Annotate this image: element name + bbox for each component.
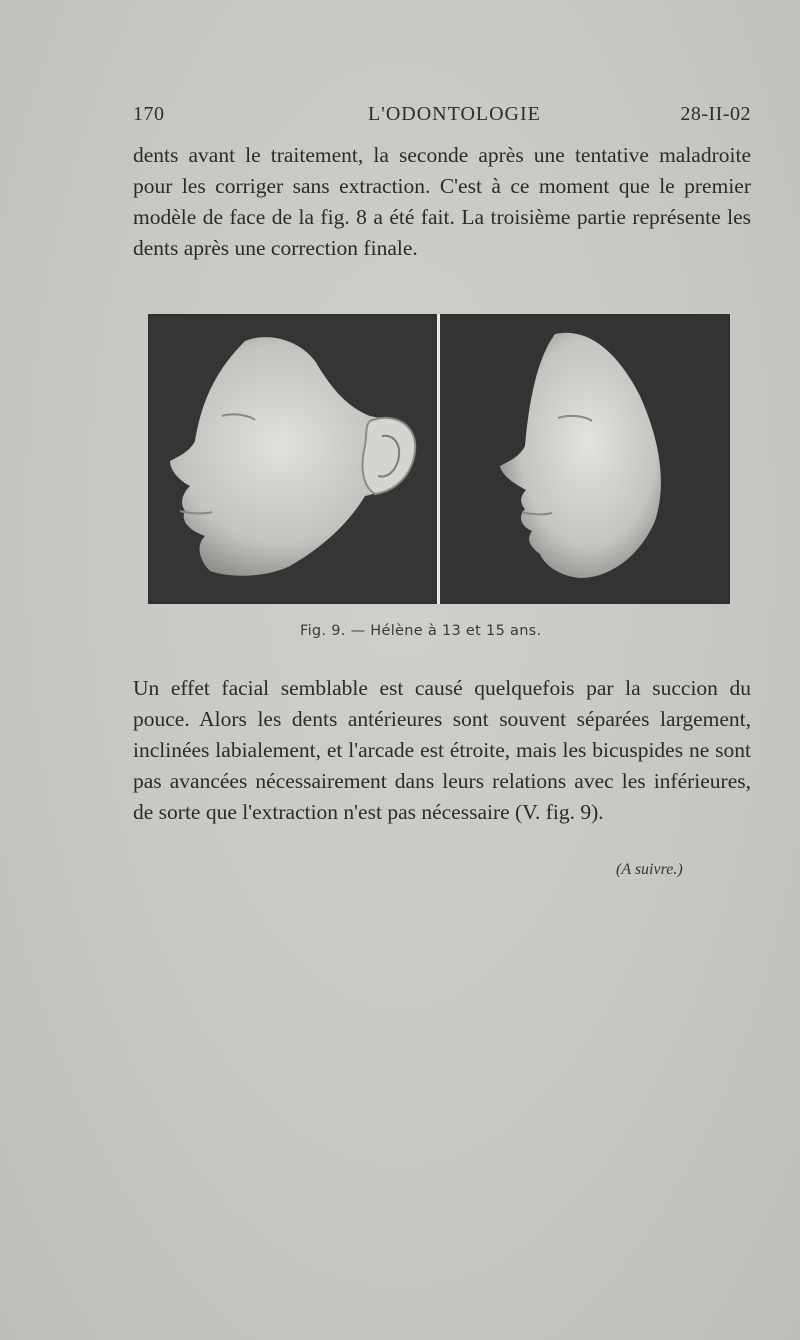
figure-9 [148, 314, 730, 604]
page-number: 170 [133, 103, 165, 125]
issue-date: 28-II-02 [680, 103, 751, 125]
running-head [133, 103, 751, 133]
face-cast-right-photo [440, 316, 728, 602]
paragraph-1: dents avant le traitement, la seconde après une tentative maladroite pour les corriger sans extraction. C'est à ce moment que le premier modèle de face de la fig. 8 a été fait. La troisième partie représente les dents après une correction finale. [133, 143, 751, 260]
paragraph-2: Un effet facial semblable est causé quelquefois par la succion du pouce. Alors les dents antérieures sont souvent séparées largement, inclinées labialement, et l'arcade est étroite, mais les bicuspides ne sont pas avancées nécessairement dans leurs relations avec les inférieures, de sorte que l'extraction n'est pas nécessaire (V. fig. 9). [133, 676, 751, 824]
continuation-note: (A suivre.) [616, 861, 683, 878]
figure-caption: Fig. 9. — Hélène à 13 et 15 ans. [300, 623, 542, 639]
face-cast-left-photo [150, 316, 437, 602]
journal-title: L'ODONTOLOGIE [368, 103, 541, 125]
